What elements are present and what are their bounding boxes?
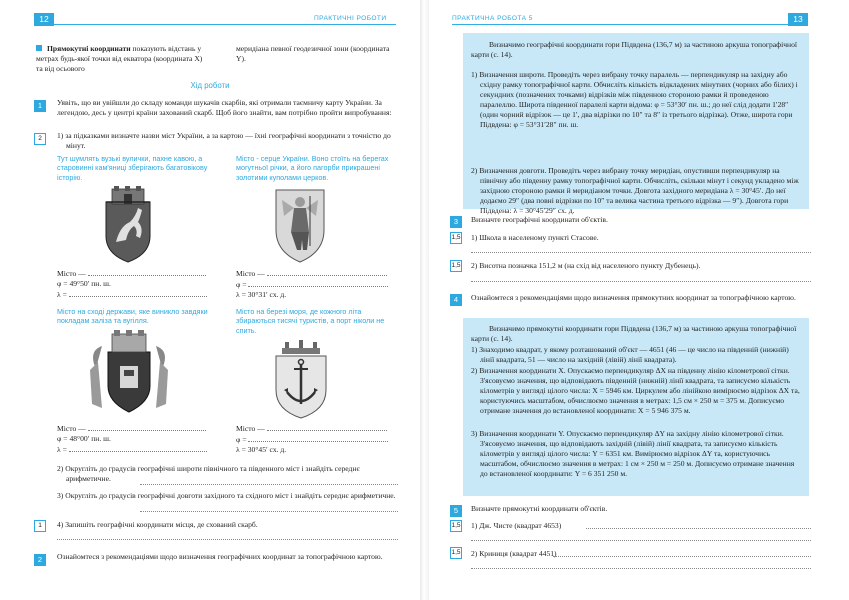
clue-answer-kryvyi-rih bbox=[57, 423, 217, 455]
latitude-value: φ = 48°00′ пн. ш. bbox=[57, 434, 111, 444]
intro-text-col2: меридіана певної геодезичної зони (координата Y). bbox=[236, 44, 390, 64]
task-number-badge: 5 bbox=[450, 505, 462, 517]
answer-line[interactable] bbox=[471, 568, 811, 569]
answer-line[interactable] bbox=[140, 484, 398, 485]
right-page bbox=[429, 0, 849, 600]
step3-text: 3) Округліть до градусів географічні довготи західного та східного міст і знайдіть середнє арифметичне. bbox=[57, 491, 396, 500]
box2-item3: 3) Визначення координати Y. Опускаємо перпендикуляр ΔY на західну лінію кілометрової сітки. З'ясовуємо значення, що відповідають західній (лівій) лінії квадрата, та записуємо кількість кілометрів у вигляді цілого числа: Y = 6351 км. Вимірюємо відрізок ΔY та, користуючись масштабом, обчислюємо значення в метрах: 1 см × 250 м = 250 м. Дописуємо отримане значення до встановленої координати: Y = 6 351 250 м. bbox=[471, 429, 795, 479]
answer-line[interactable] bbox=[140, 511, 398, 512]
city-answer-field[interactable] bbox=[88, 268, 206, 276]
page-number-left: 12 bbox=[34, 13, 54, 26]
section-heading: Хід роботи bbox=[190, 81, 230, 90]
longitude-label: λ = bbox=[57, 445, 67, 455]
city-label: Місто — bbox=[236, 269, 265, 278]
answer-line[interactable] bbox=[471, 252, 811, 253]
kyiv-coat-of-arms-icon bbox=[272, 186, 328, 264]
task2b-text: Ознайомтеся з рекомендаціями щодо визначення географічних координат за топографічною картою. bbox=[57, 552, 383, 561]
answer-line[interactable] bbox=[471, 540, 811, 541]
city-label: Місто — bbox=[57, 424, 86, 433]
header-rule-right bbox=[452, 12, 788, 25]
clue-kryvyi-rih: Місто на сході держави, яке виникло завдяки покладам заліза та вугілля. bbox=[57, 307, 208, 326]
score-badge: 1,5 bbox=[450, 520, 462, 532]
intro-col2 bbox=[236, 44, 396, 64]
lviv-coat-of-arms-icon bbox=[100, 186, 156, 264]
box1-item1: 1) Визначення широти. Проведіть через вибрану точку паралель — перпендикуляр на західну або східну рамку топографічної карти. Обчисліть кількість відкладених мінутних (чорних або білих) і секундних (позначених точками) відрізків між південною стороною рамки й проведеною паралеллю. Широта південної паралелі карти відома: φ = 53°30′ пн. ш.; до неї слід додати 1′28″ (один чорний відрізок — це 1′, два відрізки по 10″ та 8″ із третього відрізка). Отже, широта гори Підвдена: φ = 53°31′28″ пн. ш. bbox=[471, 70, 798, 130]
city-answer-field[interactable] bbox=[267, 268, 387, 276]
page-number-right: 13 bbox=[788, 13, 808, 26]
task-number-badge: 4 bbox=[450, 294, 462, 306]
city-answer-field[interactable] bbox=[267, 423, 387, 431]
clue-answer-kyiv bbox=[236, 268, 401, 300]
task3-item1: 1) Школа в населеному пункті Стасове. bbox=[471, 233, 599, 242]
answer-line[interactable] bbox=[57, 539, 398, 540]
task3-item2: 2) Висотна позначка 151,2 м (на схід від населеного пункту Дубенець). bbox=[471, 261, 701, 270]
answer-line[interactable] bbox=[471, 281, 811, 282]
box2-item2: 2) Визначення координати X. Опускаємо перпендикуляр ΔX на південну лінію кілометрової сітки. З'ясовуємо значення, що відповідають південній (нижній) лінії квадрата, та записуємо кількість кілометрів у вигляді цілого числа: X = 5946 км. Циркулем або лінійкою вимірюємо відрізок ΔX та, користуючись масштабом, обчислюємо значення в метрах: 1,5 см × 250 м = 375 м. Дописуємо отримане значення до встановленої координати: X = 5 946 375 м. bbox=[471, 366, 800, 416]
city-label: Місто — bbox=[236, 424, 265, 433]
task5-text: Визначте прямокутні координати об'єктів. bbox=[471, 504, 608, 513]
kryvyi-rih-coat-of-arms-icon bbox=[88, 330, 170, 416]
score-badge: 1 bbox=[34, 520, 46, 532]
left-page bbox=[0, 0, 420, 600]
intro-text-col1: показують відстань у метрах будь-якої точки від екватора (координата X) та від осьового bbox=[36, 44, 203, 74]
latitude-label: φ = bbox=[236, 280, 247, 290]
longitude-answer-field[interactable] bbox=[69, 444, 207, 452]
clue-kyiv: Місто - серце України. Воно стоїть на берегах могутньої річки, а його пагорби прикрашені золотими куполами церков. bbox=[236, 154, 389, 182]
step4-text: 4) Запишіть географічні координати місця, де схований скарб. bbox=[57, 520, 258, 529]
task-number-badge: 3 bbox=[450, 216, 462, 228]
step2-text: 2) Округліть до градусів географічні широти північного та південного міст і знайдіть середнє арифметичне. bbox=[57, 464, 360, 484]
task2-text: 1) за підказками визначте назви міст України, а за картою — їхні географічні координати з точністю до мінут. bbox=[57, 131, 391, 151]
box2-intro: Визначимо прямокутні координати гори Підвдена (136,7 м) за частиною аркуша топографічної карти (с. 14). bbox=[471, 324, 797, 344]
longitude-value: λ = 30°45′ сх. д. bbox=[236, 445, 287, 455]
task5-item1: 1) Дж. Чисте (квадрат 4653) bbox=[471, 521, 562, 530]
info-box-geographic bbox=[463, 33, 809, 216]
score-badge: 1,5 bbox=[450, 260, 462, 272]
header-title-left: ПРАКТИЧНІ РОБОТИ bbox=[314, 15, 387, 22]
score-badge: 1,5 bbox=[450, 547, 462, 559]
score-badge: 2 bbox=[34, 133, 46, 145]
longitude-label: λ = bbox=[57, 290, 67, 300]
latitude-answer-field[interactable] bbox=[248, 279, 388, 287]
city-label: Місто — bbox=[57, 269, 86, 278]
task-number-badge: 2 bbox=[34, 554, 46, 566]
longitude-value: λ = 30°31′ сх. д. bbox=[236, 290, 287, 300]
bullet-square-icon bbox=[36, 45, 42, 51]
latitude-value: φ = 49°50′ пн. ш. bbox=[57, 279, 111, 289]
score-badge: 1,5 bbox=[450, 232, 462, 244]
info-box-rectangular bbox=[463, 318, 809, 496]
box1-item2: 2) Визначення довготи. Проведіть через вибрану точку меридіан, опустивши перпендикуляр на північну або південну рамку топографічної карти. Обчисліть, скільки мінут і секунд укладено між західною стороною рамки й меридіаном точки. Довгота західного меридіана λ = 30°45′. До неї додаємо 29″ (два повні відрізки по 10″ та велика частина третього відрізка — 9″). Довгота гори Підвдена: λ = 30°45′29″ сх. д. bbox=[471, 166, 799, 216]
book-gutter bbox=[420, 0, 429, 600]
city-answer-field[interactable] bbox=[88, 423, 206, 431]
task4-text: Ознайомтеся з рекомендаціями щодо визначення прямокутних координат за топографічною картою. bbox=[471, 293, 796, 302]
clue-odesa: Місто на березі моря, де кожного літа збираються тисячі туристів, а порт ніколи не спить. bbox=[236, 307, 385, 335]
answer-line[interactable] bbox=[553, 556, 811, 557]
latitude-label: φ = bbox=[236, 435, 247, 445]
intro-term: Прямокутні координати bbox=[47, 44, 131, 53]
box2-item1: 1) Знаходимо квадрат, у якому розташований об'єкт — 4651 (46 — це число на південній (нижній) лінії квадрата, 51 — число на західній (лівій) лінії квадрата). bbox=[471, 345, 789, 365]
box1-intro: Визначимо географічні координати гори Підвдена (136,7 м) за частиною аркуша топографічної карти (с. 14). bbox=[471, 40, 797, 60]
task5-item2: 2) Криниця (квадрат 4451) bbox=[471, 549, 557, 558]
clue-answer-lviv bbox=[57, 268, 217, 300]
latitude-answer-field[interactable] bbox=[248, 434, 388, 442]
odesa-coat-of-arms-icon bbox=[272, 340, 330, 420]
intro-col1 bbox=[36, 44, 208, 74]
task-number-badge: 1 bbox=[34, 100, 46, 112]
task1-text: Уявіть, що ви увійшли до складу команди шукачів скарбів, які отримали таємничу карту України. За легендою, десь у центрі країни захований скарб. Щоб його знайти, вам потрібно пройти випробування: bbox=[57, 98, 392, 118]
task3-text: Визначте географічні координати об'єктів. bbox=[471, 215, 608, 224]
header-title-right: ПРАКТИЧНА РОБОТА 5 bbox=[452, 15, 533, 22]
clue-answer-odesa bbox=[236, 423, 401, 455]
answer-line[interactable] bbox=[586, 528, 811, 529]
longitude-answer-field[interactable] bbox=[69, 289, 207, 297]
clue-lviv: Тут шумлять вузькі вулички, пахне кавою, а старовинні кам'яниці зберігають багатовікову історію. bbox=[57, 154, 208, 182]
